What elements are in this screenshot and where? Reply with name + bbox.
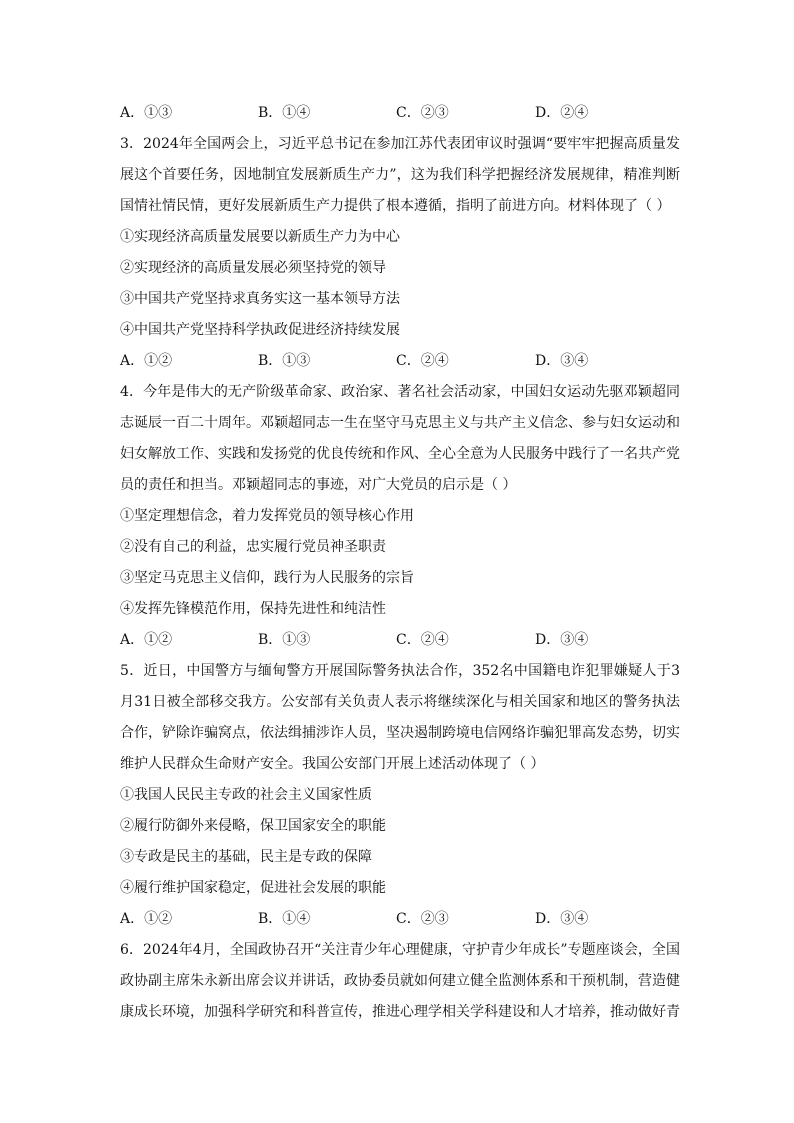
question-5-statement-2: ②履行防御外来侵略，保卫国家安全的职能 <box>120 818 386 834</box>
question-5-statement-3: ③专政是民主的基础，民主是专政的保障 <box>120 849 372 865</box>
question-5-stem: 5．近日，中国警方与缅甸警方开展国际警务执法合作，352名中国籍电诈犯罪嫌疑人于3月31日被全部移交我方。公安部有关负责人表示将继续深化与相关国家和地区的警务执法合作，铲除诈骗窝点，依法缉捕涉诈人员，坚决遏制跨境电信网络诈骗犯罪高发态势，切实维护人民群众生命财产安全。我国公安部门开展上述活动体现了（ ） <box>120 663 680 772</box>
choice-d: D．③④ <box>535 632 589 648</box>
question-4-stem: 4．今年是伟大的无产阶级革命家、政治家、著名社会活动家，中国妇女运动先驱邓颖超同志诞辰一百二十周年。邓颖超同志一生在坚守马克思主义与共产主义信念、参与妇女运动和妇女解放工作、实践和发扬党的优良传统和作风、全心全意为人民服务中践行了一名共产党员的责任和担当。邓颖超同志的事迹，对广大党员的启示是（ ） <box>120 384 680 493</box>
choice-d: D．③④ <box>535 911 589 927</box>
question-4-statement-4: ④发挥先锋模范作用，保持先进性和纯洁性 <box>120 601 386 617</box>
choice-b: B．①④ <box>258 911 311 927</box>
choice-a: A．①② <box>120 353 173 369</box>
choice-d: D．②④ <box>535 105 589 121</box>
question-4-statement-3: ③坚定马克思主义信仰，践行为人民服务的宗旨 <box>120 570 414 586</box>
choice-c: C．②③ <box>396 911 449 927</box>
choice-b: B．①④ <box>258 105 311 121</box>
choice-d: D．③④ <box>535 353 589 369</box>
choice-a: A．①③ <box>120 105 173 121</box>
choice-row <box>120 98 680 129</box>
choice-row <box>120 346 680 377</box>
question-6-stem: 6．2024年4月，全国政协召开“关注青少年心理健康，守护青少年成长”专题座谈会，全国政协副主席朱永新出席会议并讲话，政协委员就如何建立健全监测体系和干预机制，营造健康成长环境，加强科学研究和科普宣传，推进心理学相关学科建设和人才培养，推动做好青 <box>120 942 680 1020</box>
question-3-statement-3: ③中国共产党坚持求真务实这一基本领导方法 <box>120 291 400 307</box>
choice-c: C．②④ <box>396 353 449 369</box>
question-4-statement-2: ②没有自己的利益，忠实履行党员神圣职责 <box>120 539 386 555</box>
question-3-statement-4: ④中国共产党坚持科学执政促进经济持续发展 <box>120 322 400 338</box>
choice-a: A．①② <box>120 632 173 648</box>
choice-c: C．②③ <box>396 105 449 121</box>
question-5-statement-4: ④履行维护国家稳定，促进社会发展的职能 <box>120 880 386 896</box>
question-4-statement-1: ①坚定理想信念，着力发挥党员的领导核心作用 <box>120 508 414 524</box>
question-3-statement-1: ①实现经济高质量发展要以新质生产力为中心 <box>120 229 400 245</box>
question-5-statement-1: ①我国人民民主专政的社会主义国家性质 <box>120 787 372 803</box>
choice-c: C．②④ <box>396 632 449 648</box>
question-list <box>120 98 680 1028</box>
question-3-statement-2: ②实现经济的高质量发展必须坚持党的领导 <box>120 260 386 276</box>
choice-b: B．①③ <box>258 632 311 648</box>
question-3-stem: 3．2024年全国两会上，习近平总书记在参加江苏代表团审议时强调“要牢牢把握高质量发展这个首要任务，因地制宜发展新质生产力”，这为我们科学把握经济发展规律，精准判断国情社情民情，更好发展新质生产力提供了根本遵循，指明了前进方向。材料体现了（ ） <box>120 136 680 214</box>
choice-row <box>120 625 680 656</box>
choice-a: A．①② <box>120 911 173 927</box>
choice-row <box>120 904 680 935</box>
choice-b: B．①③ <box>258 353 311 369</box>
